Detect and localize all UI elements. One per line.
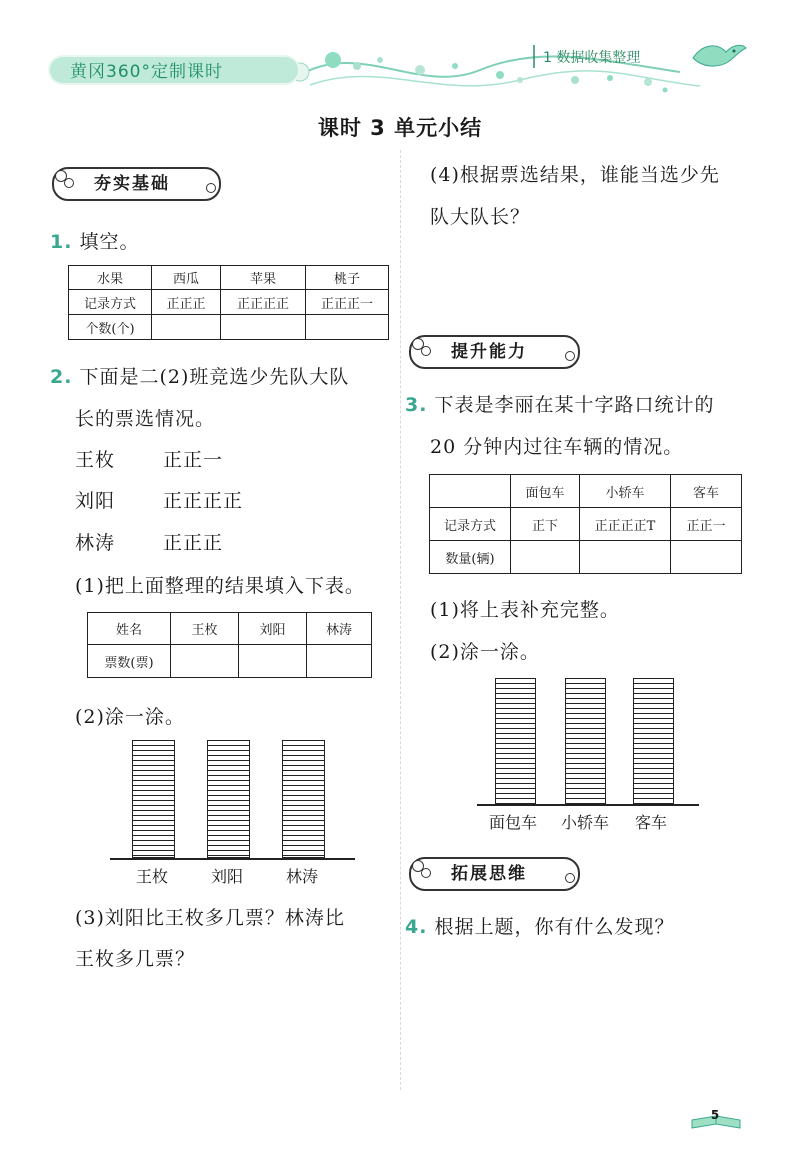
q3-sub1: (1)将上表补充完整。: [430, 599, 620, 621]
ring-icon: [565, 351, 575, 361]
answer-cell[interactable]: [580, 541, 671, 574]
ring-icon: [565, 873, 575, 883]
table-cell: 记录方式: [430, 508, 511, 541]
table-cell: 个数(个): [69, 315, 152, 340]
chart-label: 刘阳: [211, 867, 244, 886]
chart-bar[interactable]: [282, 740, 325, 858]
table-cell: 面包车: [511, 475, 580, 508]
column-divider: [400, 150, 401, 1090]
q1-text: 填空。: [79, 231, 140, 253]
q2-sub1: (1)把上面整理的结果填入下表。: [75, 575, 365, 597]
chart-bar[interactable]: [565, 678, 606, 804]
table-cell: [430, 475, 511, 508]
section-basics: [52, 167, 221, 201]
chapter-title: 1 数据收集整理: [543, 50, 641, 66]
q4-text: 根据上题，你有什么发现？: [434, 916, 675, 938]
q2-table: [87, 612, 372, 678]
section-improve-label: 提升能力: [451, 342, 527, 362]
section-expand: [409, 857, 580, 891]
chart-bar[interactable]: [132, 740, 175, 858]
chart-label: 面包车: [489, 813, 538, 832]
answer-cell[interactable]: [671, 541, 742, 574]
vote-name: 刘阳: [75, 490, 116, 512]
chart-label: 王枚: [136, 867, 169, 886]
q2-number: 2.: [50, 366, 73, 388]
q2-sub3-line2: 王枚多几票？: [75, 948, 196, 970]
q3-prompt-line1: [405, 390, 715, 417]
table-cell: 苹果: [221, 266, 306, 290]
vote-tally: 正正一: [163, 449, 224, 471]
table-cell: 正正正: [152, 290, 221, 315]
ring-icon: [421, 346, 431, 356]
q3-table: [429, 474, 742, 574]
chart-label: 客车: [635, 813, 668, 832]
ring-icon: [206, 183, 216, 193]
q1-prompt: [50, 227, 140, 254]
chart-label: 林涛: [286, 867, 319, 886]
table-cell: 正正正一: [306, 290, 389, 315]
table-cell: 正正正正: [221, 290, 306, 315]
q4-prompt: [405, 912, 675, 939]
answer-cell[interactable]: [306, 315, 389, 340]
vote-tally: 正正正: [163, 532, 224, 554]
table-cell: 桃子: [306, 266, 389, 290]
section-improve: [409, 335, 580, 369]
chart-bar[interactable]: [495, 678, 536, 804]
table-cell: 西瓜: [152, 266, 221, 290]
q2-prompt-line1: [50, 362, 349, 389]
page-number: 5: [710, 1108, 720, 1122]
q4-number: 4.: [405, 916, 428, 938]
table-cell: 数量(辆): [430, 541, 511, 574]
ring-icon: [64, 178, 74, 188]
chart-label: 小轿车: [561, 813, 610, 832]
q3-prompt-line2: 20 分钟内过往车辆的情况。: [430, 436, 684, 458]
vote-name: 王枚: [75, 449, 116, 471]
q1-number: 1.: [50, 231, 73, 253]
q2-sub2: (2)涂一涂。: [75, 706, 185, 728]
series-badge: 黄冈360°定制课时: [48, 55, 300, 85]
section-expand-label: 拓展思维: [451, 864, 527, 884]
table-cell: 记录方式: [69, 290, 152, 315]
table-cell: 正正正正T: [580, 508, 671, 541]
q2-sub3-line1: (3)刘阳比王枚多几票？林涛比: [75, 907, 345, 929]
section-basics-label: 夯实基础: [94, 174, 170, 194]
chart-bar[interactable]: [207, 740, 250, 858]
q3-text: 下表是李丽在某十字路口统计的: [434, 394, 715, 416]
vote-name: 林涛: [75, 532, 116, 554]
chart-axis: [110, 858, 355, 860]
q2-coloring-chart: [110, 740, 355, 885]
q3-sub2: (2)涂一涂。: [430, 641, 540, 663]
answer-cell[interactable]: [221, 315, 306, 340]
q1-table: [68, 265, 389, 340]
q3-number: 3.: [405, 394, 428, 416]
q3-coloring-chart: [477, 678, 699, 833]
answer-cell[interactable]: [152, 315, 221, 340]
table-cell: 小轿车: [580, 475, 671, 508]
answer-cell[interactable]: [511, 541, 580, 574]
table-cell: 正正一: [671, 508, 742, 541]
table-cell: 林涛: [307, 613, 372, 645]
table-cell: 客车: [671, 475, 742, 508]
ring-icon: [421, 868, 431, 878]
q2-prompt-line2: 长的票选情况。: [75, 408, 216, 430]
chart-bar[interactable]: [633, 678, 674, 804]
q2-sub4-line2: 队大队长？: [430, 206, 531, 228]
bird-icon: [688, 38, 748, 78]
answer-cell[interactable]: [239, 645, 307, 678]
table-cell: 姓名: [88, 613, 171, 645]
q2-text: 下面是二(2)班竞选少先队大队: [79, 366, 350, 388]
answer-cell[interactable]: [171, 645, 239, 678]
table-cell: 王枚: [171, 613, 239, 645]
table-cell: 正下: [511, 508, 580, 541]
table-cell: 票数(票): [88, 645, 171, 678]
chart-axis: [477, 804, 699, 806]
lesson-title: 课时 3 单元小结: [317, 116, 483, 140]
table-cell: 水果: [69, 266, 152, 290]
q2-sub4-line1: (4)根据票选结果，谁能当选少先: [430, 164, 720, 186]
vote-tally: 正正正正: [163, 490, 244, 512]
answer-cell[interactable]: [307, 645, 372, 678]
table-cell: 刘阳: [239, 613, 307, 645]
